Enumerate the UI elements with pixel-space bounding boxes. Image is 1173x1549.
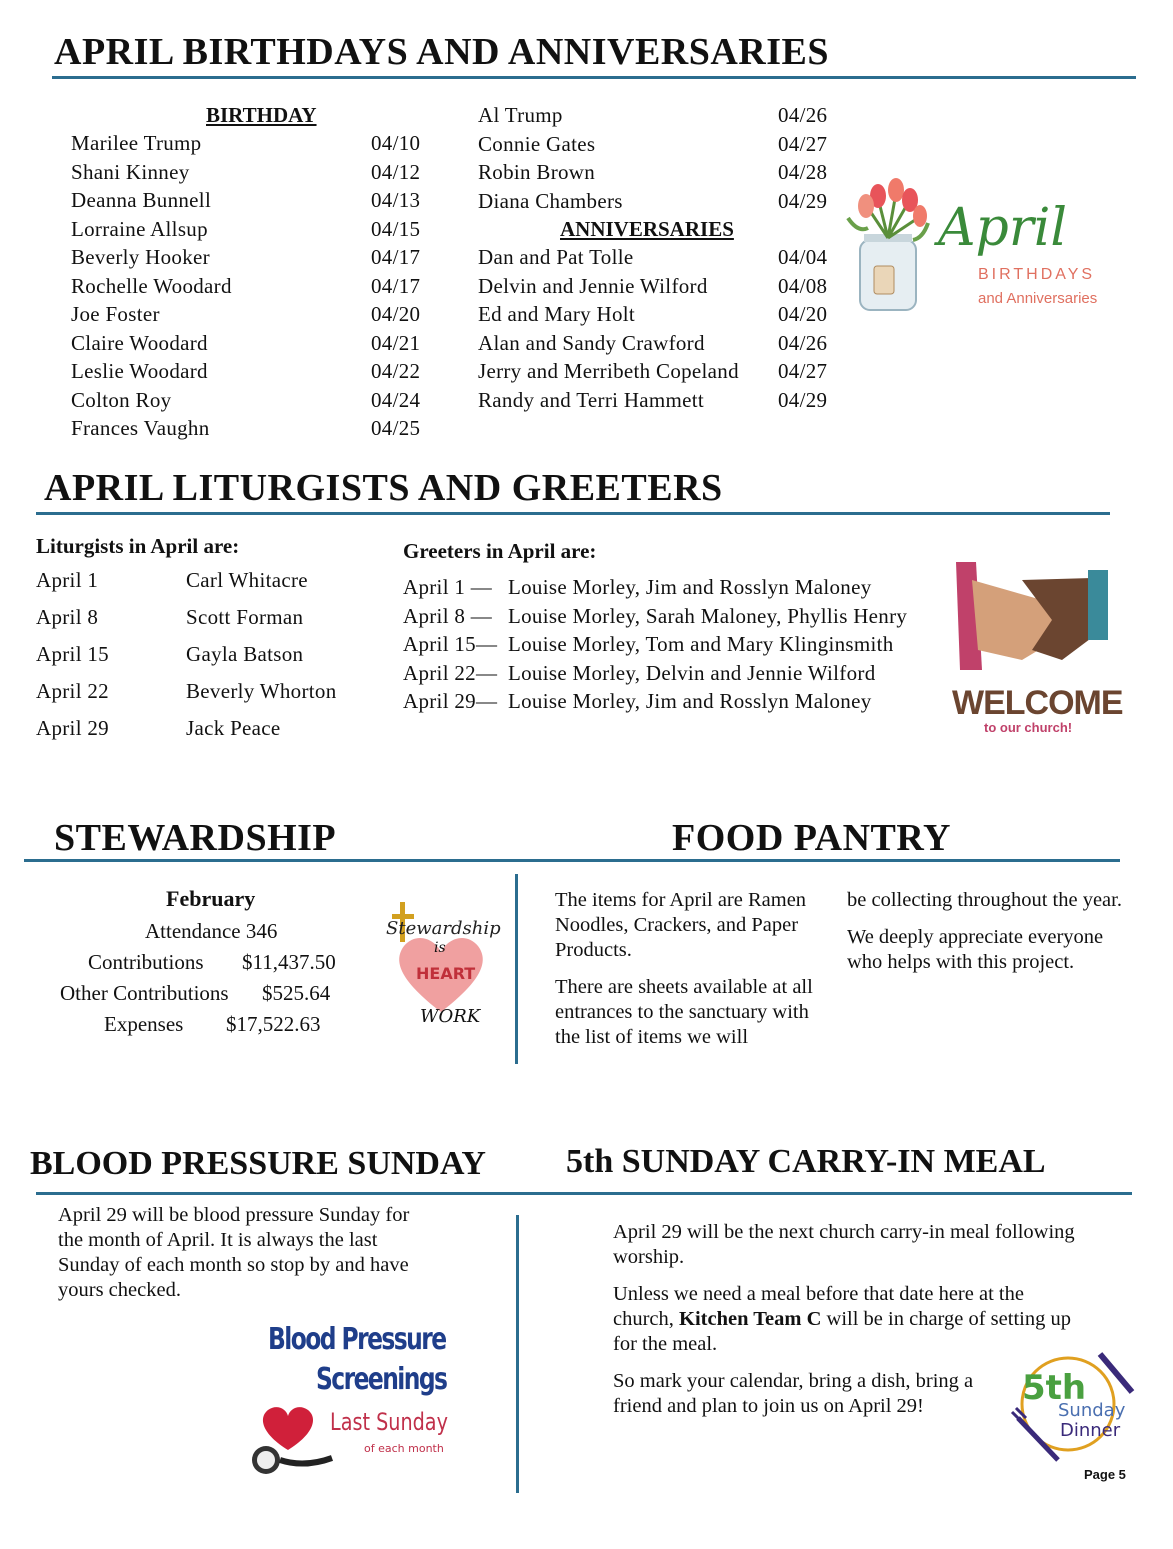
liturgist-name: Beverly Whorton	[186, 679, 337, 703]
greeter-names: Louise Morley, Jim and Rosslyn Maloney	[508, 575, 872, 599]
anniversary-name: Ed and Mary Holt	[478, 302, 636, 326]
anniversary-date: 04/27	[778, 359, 828, 383]
greeter-names: Louise Morley, Delvin and Jennie Wilford	[508, 660, 876, 685]
food-pantry-p4: We deeply appreciate everyone who helps with this project.	[847, 926, 1104, 973]
birthday-date: 04/22	[371, 359, 421, 383]
carry-in-p3: So mark your calendar, bring a dish, bring a friend and plan to join us on April 29!	[613, 1370, 974, 1417]
welcome-graphic	[952, 560, 1123, 740]
birthday-date: 04/10	[371, 131, 421, 155]
other-contributions-label: Other Contributions	[60, 981, 229, 1005]
stewardship-title: STEWARDSHIP	[54, 817, 337, 859]
food-pantry-p3: be collecting throughout the year.	[847, 889, 1122, 911]
graphic-dinner: Dinner	[1060, 1420, 1121, 1441]
birthday-name: Robin Brown	[478, 160, 596, 184]
birthday-date: 04/17	[371, 273, 421, 298]
welcome-subtext: to our church!	[984, 720, 1073, 735]
birthday-date: 04/26	[778, 103, 828, 127]
graphic-stewardship-word: Stewardship	[386, 918, 501, 939]
birthday-date: 04/27	[778, 131, 828, 156]
graphic-anniversaries-label: and Anniversaries	[978, 290, 1098, 307]
food-pantry-col1	[555, 888, 825, 1062]
liturgist-name: Scott Forman	[186, 605, 304, 629]
birthday-name: Rochelle Woodard	[71, 273, 232, 298]
birthday-date: 04/28	[778, 160, 828, 184]
liturgist-name: Carl Whitacre	[186, 568, 308, 592]
birthday-name: Diana Chambers	[478, 188, 623, 213]
handshake-icon	[952, 560, 1112, 680]
birthday-date: 04/29	[778, 188, 828, 213]
anniversary-name: Alan and Sandy Crawford	[478, 330, 705, 355]
liturgist-date: April 29	[36, 716, 109, 740]
birthday-date: 04/24	[371, 387, 421, 412]
graphic-heart-word: HEART	[416, 964, 476, 983]
anniversary-name: Jerry and Merribeth Copeland	[478, 359, 739, 383]
carry-in-p2-before: Unless we need a meal before that date here at the church,	[613, 1283, 1024, 1330]
attendance: Attendance 346	[145, 919, 278, 943]
food-pantry-title: FOOD PANTRY	[672, 817, 951, 859]
stewardship-heart-graphic	[382, 902, 500, 1032]
greeter-date: April 22—	[403, 660, 498, 685]
birthday-name: Joe Foster	[71, 302, 160, 326]
liturgist-name: Gayla Batson	[186, 642, 304, 666]
greeter-date: April 1 —	[403, 575, 493, 599]
welcome-text: WELCOME	[952, 684, 1123, 722]
carry-in-p2-after: will be in charge of setting up for the meal.	[613, 1308, 1071, 1355]
greeter-names: Louise Morley, Tom and Mary Klinginsmith	[508, 632, 894, 656]
birthday-name: Deanna Bunnell	[71, 188, 212, 212]
birthday-name: Claire Woodard	[71, 330, 208, 355]
birthday-date: 04/17	[371, 245, 421, 269]
liturgist-date: April 22	[36, 679, 109, 703]
liturgist-date: April 8	[36, 605, 99, 629]
blood-pressure-text: April 29 will be blood pressure Sunday for the month of April. It is always the last Sunday of each month so stop by and have yours checked.	[58, 1204, 410, 1301]
heart-gauge-icon	[244, 1398, 334, 1478]
birthdays-title: APRIL BIRTHDAYS AND ANNIVERSARIES	[54, 31, 830, 73]
expenses-label: Expenses	[104, 1012, 184, 1036]
liturgists-title: APRIL LITURGISTS AND GREETERS	[44, 467, 723, 509]
graphic-work-word: WORK	[420, 1006, 481, 1027]
graphic-5th: 5th	[1022, 1368, 1087, 1408]
graphic-each-month: of each month	[364, 1442, 444, 1455]
page-number: Page 5	[1084, 1467, 1126, 1482]
birthday-name: Shani Kinney	[71, 159, 190, 184]
greeters-heading: Greeters in April are:	[403, 539, 597, 563]
carry-in-title: 5th SUNDAY CARRY-IN MEAL	[566, 1143, 1046, 1180]
section-divider	[36, 1192, 1132, 1195]
greeter-date: April 29—	[403, 689, 498, 713]
anniversary-date: 04/20	[778, 302, 828, 326]
tulip-jar-icon	[838, 178, 938, 318]
anniversary-date: 04/04	[778, 245, 828, 269]
birthday-date: 04/12	[371, 159, 421, 184]
birthday-date: 04/15	[371, 216, 421, 241]
graphic-sunday: Sunday	[1058, 1400, 1126, 1421]
birthday-name: Al Trump	[478, 103, 563, 127]
column-divider	[515, 874, 518, 1064]
anniversary-name: Dan and Pat Tolle	[478, 245, 634, 269]
blood-pressure-title: BLOOD PRESSURE SUNDAY	[30, 1145, 486, 1182]
section-divider	[24, 859, 1120, 862]
liturgists-heading: Liturgists in April are:	[36, 534, 240, 558]
graphic-birthdays-label: BIRTHDAYS	[978, 266, 1096, 283]
stewardship-month: February	[166, 886, 256, 911]
april-script: April	[938, 198, 1067, 258]
graphic-last-sunday: Last Sunday	[330, 1408, 448, 1436]
birthday-date: 04/13	[371, 188, 421, 212]
blood-pressure-graphic	[244, 1322, 454, 1482]
greeter-date: April 15—	[403, 632, 498, 656]
anniversary-date: 04/29	[778, 387, 828, 412]
anniversary-name: Delvin and Jennie Wilford	[478, 273, 708, 298]
anniversary-date: 04/08	[778, 273, 828, 298]
birthday-name: Lorraine Allsup	[71, 216, 208, 241]
contributions-label: Contributions	[88, 950, 204, 974]
liturgist-date: April 1	[36, 568, 99, 592]
april-birthdays-graphic	[838, 178, 1138, 318]
greeter-date: April 8 —	[403, 603, 493, 628]
birthday-name: Leslie Woodard	[71, 359, 208, 383]
birthday-heading: BIRTHDAY	[206, 103, 317, 127]
birthday-name: Connie Gates	[478, 131, 596, 156]
graphic-is-word: is	[434, 940, 446, 956]
other-contributions-value: $525.64	[262, 981, 331, 1005]
contributions-value: $11,437.50	[242, 950, 336, 974]
fifth-sunday-graphic	[1008, 1348, 1136, 1464]
greeter-names: Louise Morley, Jim and Rosslyn Maloney	[508, 689, 872, 713]
anniversary-name: Randy and Terri Hammett	[478, 387, 705, 412]
greeter-names: Louise Morley, Sarah Maloney, Phyllis Henry	[508, 603, 908, 628]
birthday-date: 04/21	[371, 330, 421, 355]
column-divider	[516, 1215, 519, 1493]
anniversaries-heading: ANNIVERSARIES	[560, 217, 734, 241]
carry-in-p2	[613, 1282, 1083, 1357]
birthday-date: 04/25	[371, 416, 421, 440]
section-divider	[52, 76, 1136, 79]
anniversary-date: 04/26	[778, 330, 828, 355]
birthday-name: Frances Vaughn	[71, 416, 210, 440]
section-divider	[36, 512, 1110, 515]
liturgist-name: Jack Peace	[186, 716, 281, 740]
expenses-value: $17,522.63	[226, 1012, 321, 1036]
birthday-date: 04/20	[371, 302, 421, 326]
food-pantry-p2: There are sheets available at all entrances to the sanctuary with the list of items we will	[555, 976, 813, 1048]
carry-in-p1: April 29 will be the next church carry-in meal following worship.	[613, 1221, 1075, 1268]
food-pantry-col2	[847, 888, 1122, 987]
kitchen-team: Kitchen Team C	[679, 1308, 822, 1330]
birthday-name: Marilee Trump	[71, 131, 202, 155]
birthday-name: Colton Roy	[71, 387, 172, 412]
liturgist-date: April 15	[36, 642, 109, 666]
graphic-screenings: Screenings	[316, 1362, 447, 1397]
food-pantry-p1: The items for April are Ramen Noodles, Crackers, and Paper Products.	[555, 889, 807, 961]
birthday-name: Beverly Hooker	[71, 245, 210, 269]
graphic-blood-pressure: Blood Pressure	[268, 1322, 446, 1357]
